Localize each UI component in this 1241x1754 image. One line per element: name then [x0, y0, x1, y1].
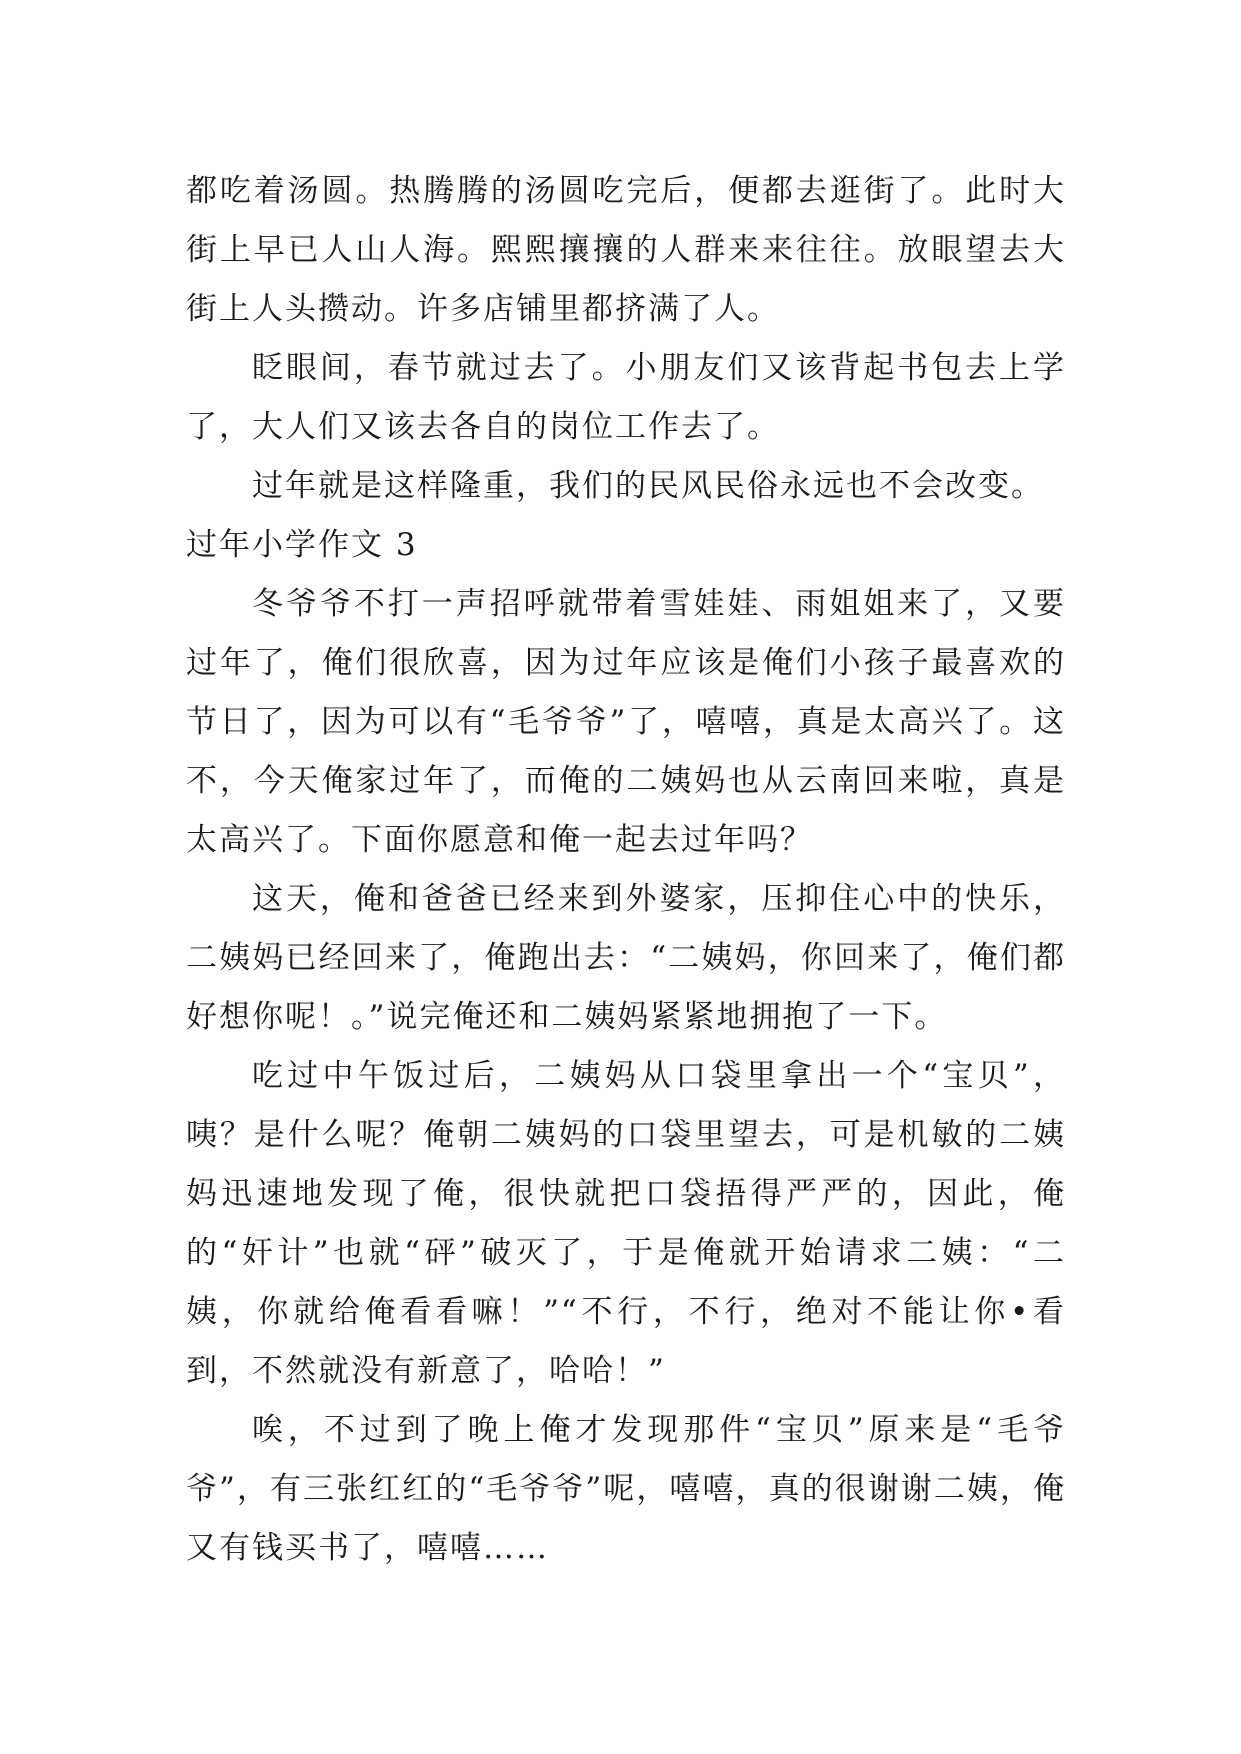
- paragraph-customs: 过年就是这样隆重，我们的民风民俗永远也不会改变。: [252, 468, 1044, 504]
- paragraph-treasure: 吃过中午饭过后，二姨妈从口袋里拿出一个“宝贝”，咦？是什么呢？俺朝二姨妈的口袋里望去，可是机敏的二姨妈迅速地发现了俺，很快就把口袋捂得严严的，因此，俺的“奸计”也就“砰”破灭了，于是俺就开始请求二姨：“二姨，你就给俺看看嘛！”“不行，不行，绝对不能让你•看到，不然就没有新意了，哈哈！”: [186, 1058, 1066, 1389]
- section-title: 过年小学作文 3: [186, 527, 418, 563]
- document-body: [186, 162, 1066, 1578]
- paragraph-evening: 唉，不过到了晚上俺才发现那件“宝贝”原来是“毛爷爷”，有三张红红的“毛爷爷”呢，嘻嘻，真的很谢谢二姨，俺又有钱买书了，嘻嘻……: [186, 1412, 1066, 1566]
- paragraph-winter-arrives: 冬爷爷不打一声招呼就带着雪娃娃、雨姐姐来了，又要过年了，俺们很欣喜，因为过年应该是俺们小孩子最喜欢的节日了，因为可以有“毛爷爷”了，嘻嘻，真是太高兴了。这不，今天俺家过年了，而俺的二姨妈也从云南回来啦，真是太高兴了。下面你愿意和俺一起去过年吗？: [186, 586, 1066, 858]
- paragraph-festival-ends: 眨眼间，春节就过去了。小朋友们又该背起书包去上学了，大人们又该去各自的岗位工作去了。: [186, 350, 1066, 445]
- paragraph-grandma-house: 这天，俺和爸爸已经来到外婆家，压抑住心中的快乐，二姨妈已经回来了，俺跑出去：“二姨妈，你回来了，俺们都好想你呢！。”说完俺还和二姨妈紧紧地拥抱了一下。: [186, 881, 1066, 1035]
- paragraph-street-scene: 都吃着汤圆。热腾腾的汤圆吃完后，便都去逛街了。此时大街上早已人山人海。熙熙攘攘的人群来来往往。放眼望去大街上人头攒动。许多店铺里都挤满了人。: [186, 173, 1066, 327]
